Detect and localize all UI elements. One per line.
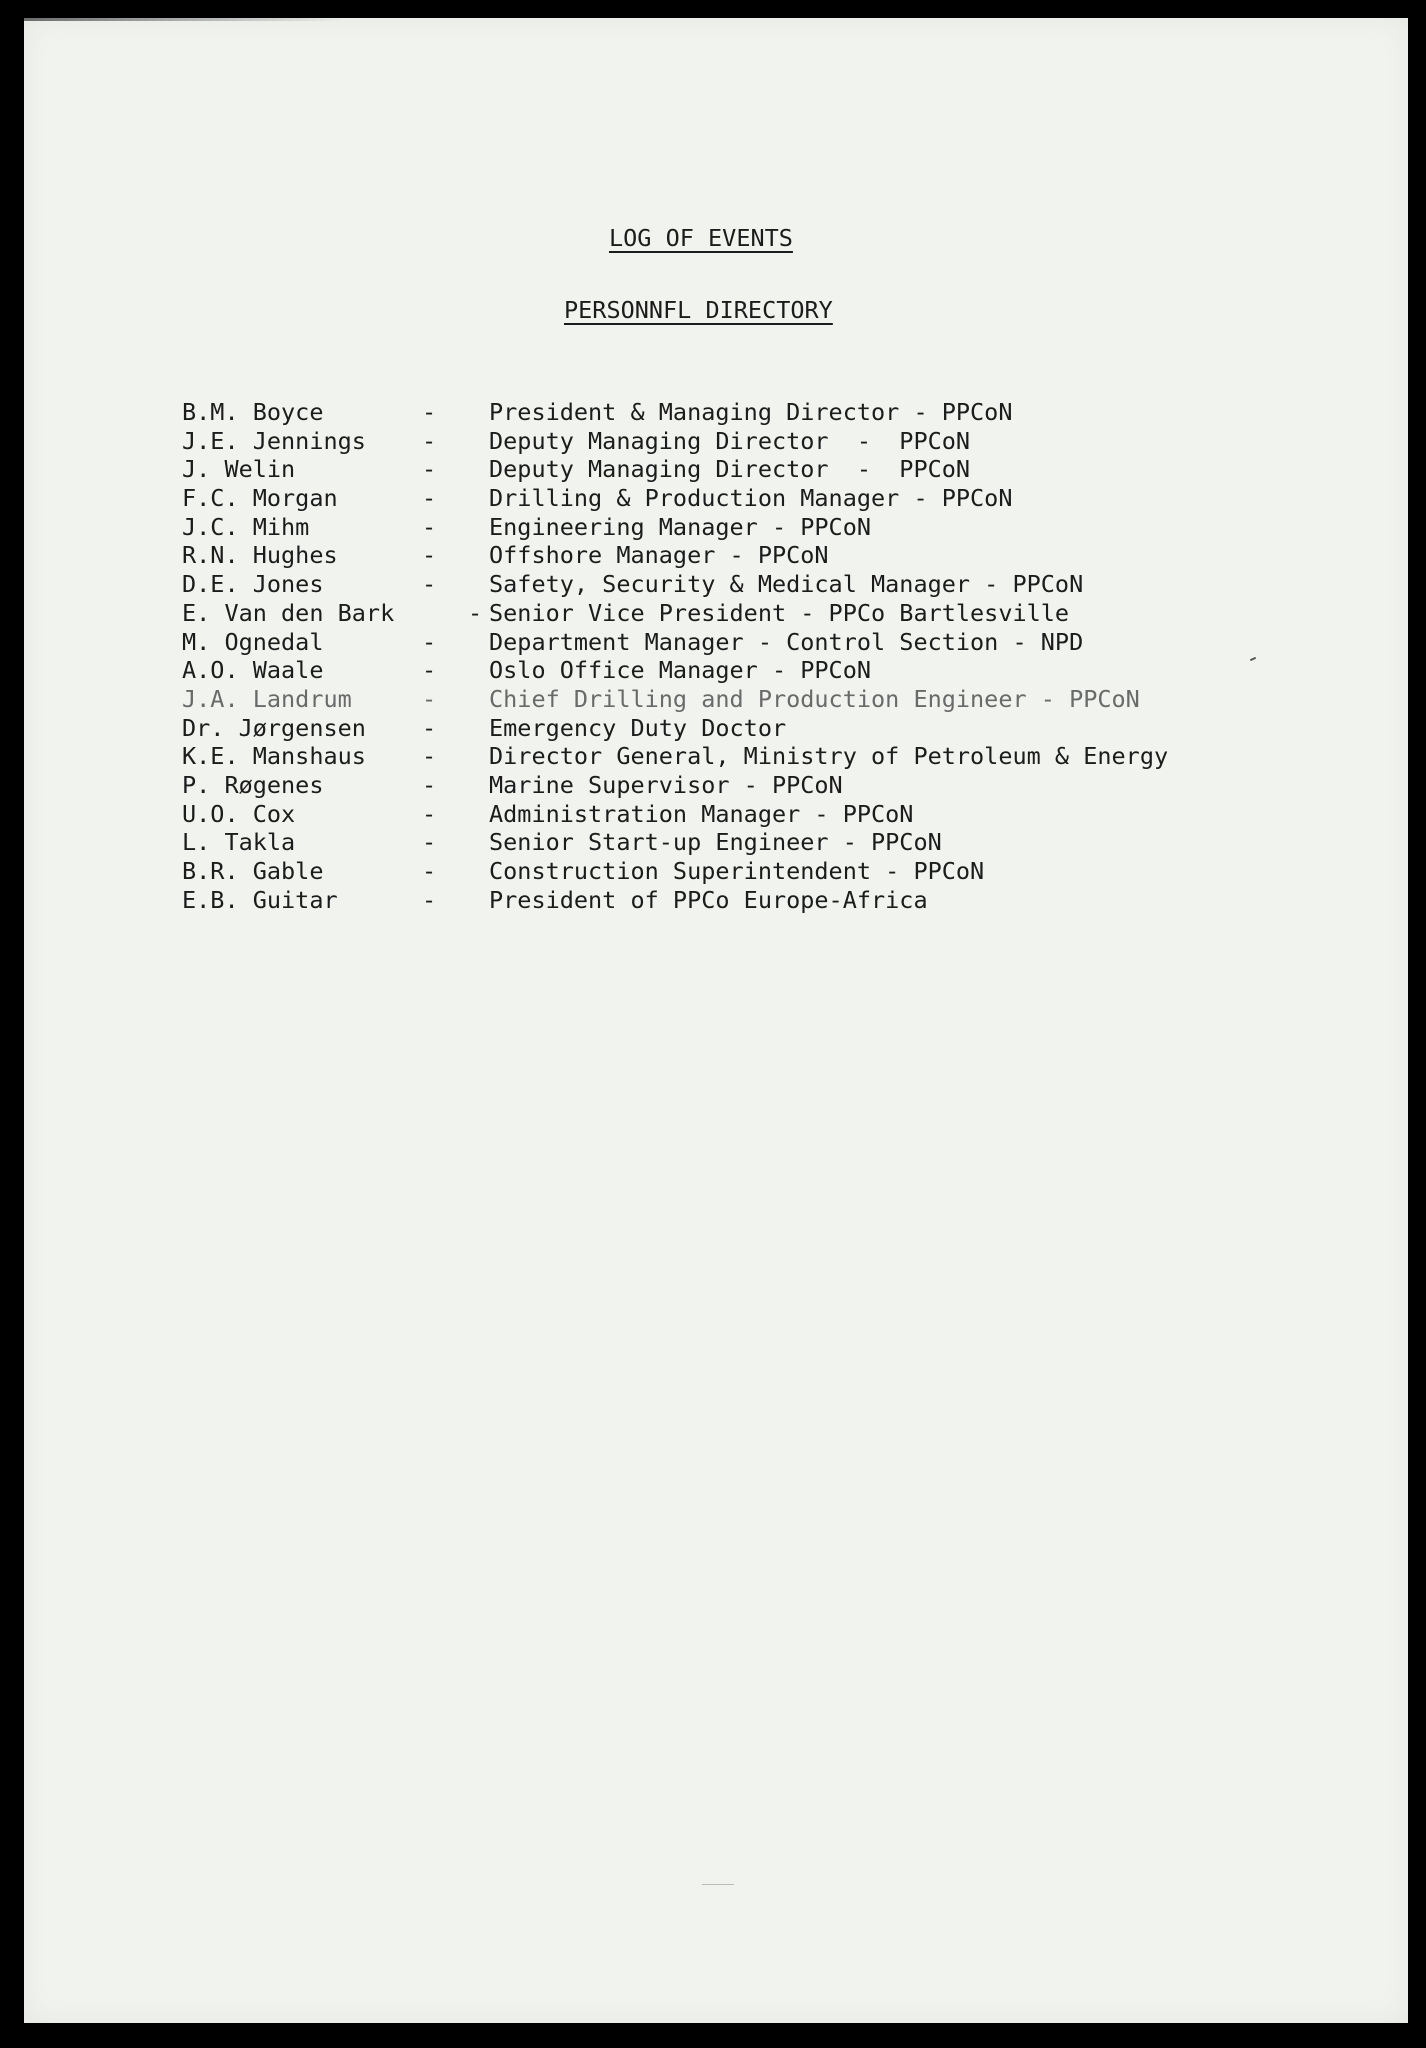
- separator-dash: -: [422, 512, 437, 541]
- directory-entry: [182, 656, 872, 685]
- document-page: [24, 18, 1408, 2023]
- separator-dash: -: [422, 570, 437, 599]
- person-name: E.B. Guitar: [182, 885, 338, 914]
- page-edge-shadow: [24, 18, 344, 21]
- person-role: Senior Vice President - PPCo Bartlesville: [489, 598, 1070, 627]
- person-role: President of PPCo Europe-Africa: [489, 885, 928, 914]
- person-name: U.O. Cox: [182, 799, 296, 828]
- directory-entry: [182, 570, 1084, 599]
- directory-entry: [182, 770, 843, 800]
- personnel-directory-list: [182, 398, 1169, 914]
- directory-entry: [182, 713, 787, 743]
- person-name: P. Røgenes: [182, 770, 324, 799]
- person-role: Construction Superintendent - PPCoN: [489, 857, 985, 885]
- person-name: R.N. Hughes: [182, 541, 338, 570]
- person-name: D.E. Jones: [182, 570, 324, 599]
- directory-entry: [182, 742, 1169, 771]
- separator-dash: -: [422, 713, 437, 742]
- person-name: E. Van den Bark: [182, 598, 395, 627]
- separator-dash: -: [422, 484, 437, 513]
- person-name: A.O. Waale: [182, 656, 324, 685]
- person-name: Dr. Jørgensen: [182, 713, 366, 742]
- directory-entry: [182, 398, 1013, 427]
- person-role: Director General, Ministry of Petroleum & Energy: [489, 742, 1169, 771]
- separator-dash: -: [422, 426, 437, 455]
- person-name: B.M. Boyce: [182, 398, 324, 426]
- directory-entry: [182, 684, 1140, 714]
- person-name: J.A. Landrum: [182, 684, 352, 713]
- person-name: J.C. Mihm: [182, 512, 310, 541]
- separator-dash: -: [422, 885, 437, 914]
- document-title: LOG OF EVENTS: [609, 224, 793, 252]
- separator-dash: -: [422, 857, 437, 885]
- directory-entry: [182, 627, 1084, 657]
- directory-entry: [182, 455, 971, 484]
- person-role: Chief Drilling and Production Engineer - PPCoN: [489, 684, 1140, 713]
- directory-entry: [182, 598, 1070, 628]
- separator-dash: -: [422, 770, 437, 799]
- directory-entry: [182, 426, 971, 456]
- separator-dash: -: [422, 742, 437, 771]
- person-role: Drilling & Production Manager - PPCoN: [489, 484, 1013, 513]
- directory-entry: [182, 512, 872, 542]
- separator-dash: -: [422, 398, 437, 426]
- person-name: J. Welin: [182, 455, 296, 484]
- directory-entry: [182, 484, 1013, 513]
- person-name: K.E. Manshaus: [182, 742, 366, 771]
- person-role: Deputy Managing Director - PPCoN: [489, 426, 971, 455]
- person-role: Administration Manager - PPCoN: [489, 799, 914, 828]
- directory-entry: [182, 828, 942, 857]
- separator-dash: -: [422, 455, 437, 484]
- person-role: Senior Start-up Engineer - PPCoN: [489, 828, 942, 857]
- person-name: B.R. Gable: [182, 857, 324, 885]
- separator-dash: -: [422, 656, 437, 685]
- separator-dash: -: [422, 828, 437, 857]
- person-role: Oslo Office Manager - PPCoN: [489, 656, 872, 685]
- separator-dash: -: [422, 684, 437, 713]
- directory-entry: [182, 799, 914, 829]
- separator-dash: -: [422, 799, 437, 828]
- scan-artifact-line: [702, 1884, 734, 1885]
- person-role: Deputy Managing Director - PPCoN: [489, 455, 971, 484]
- stray-pen-mark: [1250, 657, 1256, 661]
- person-role: Department Manager - Control Section - NPD: [489, 627, 1084, 656]
- directory-entry: [182, 885, 928, 915]
- person-role: Safety, Security & Medical Manager - PPCoN: [489, 570, 1084, 599]
- person-role: Marine Supervisor - PPCoN: [489, 770, 843, 799]
- directory-entry: [182, 541, 829, 570]
- person-role: Engineering Manager - PPCoN: [489, 512, 872, 541]
- person-role: Offshore Manager - PPCoN: [489, 541, 829, 570]
- document-subtitle: PERSONNFL DIRECTORY: [564, 296, 833, 324]
- separator-dash: -: [422, 627, 437, 656]
- directory-entry: [182, 857, 985, 886]
- separator-dash: -: [468, 598, 483, 627]
- person-role: President & Managing Director - PPCoN: [489, 398, 1013, 426]
- person-role: Emergency Duty Doctor: [489, 713, 787, 742]
- separator-dash: -: [422, 541, 437, 570]
- person-name: L. Takla: [182, 828, 296, 857]
- person-name: F.C. Morgan: [182, 484, 338, 513]
- person-name: M. Ognedal: [182, 627, 324, 656]
- person-name: J.E. Jennings: [182, 426, 366, 455]
